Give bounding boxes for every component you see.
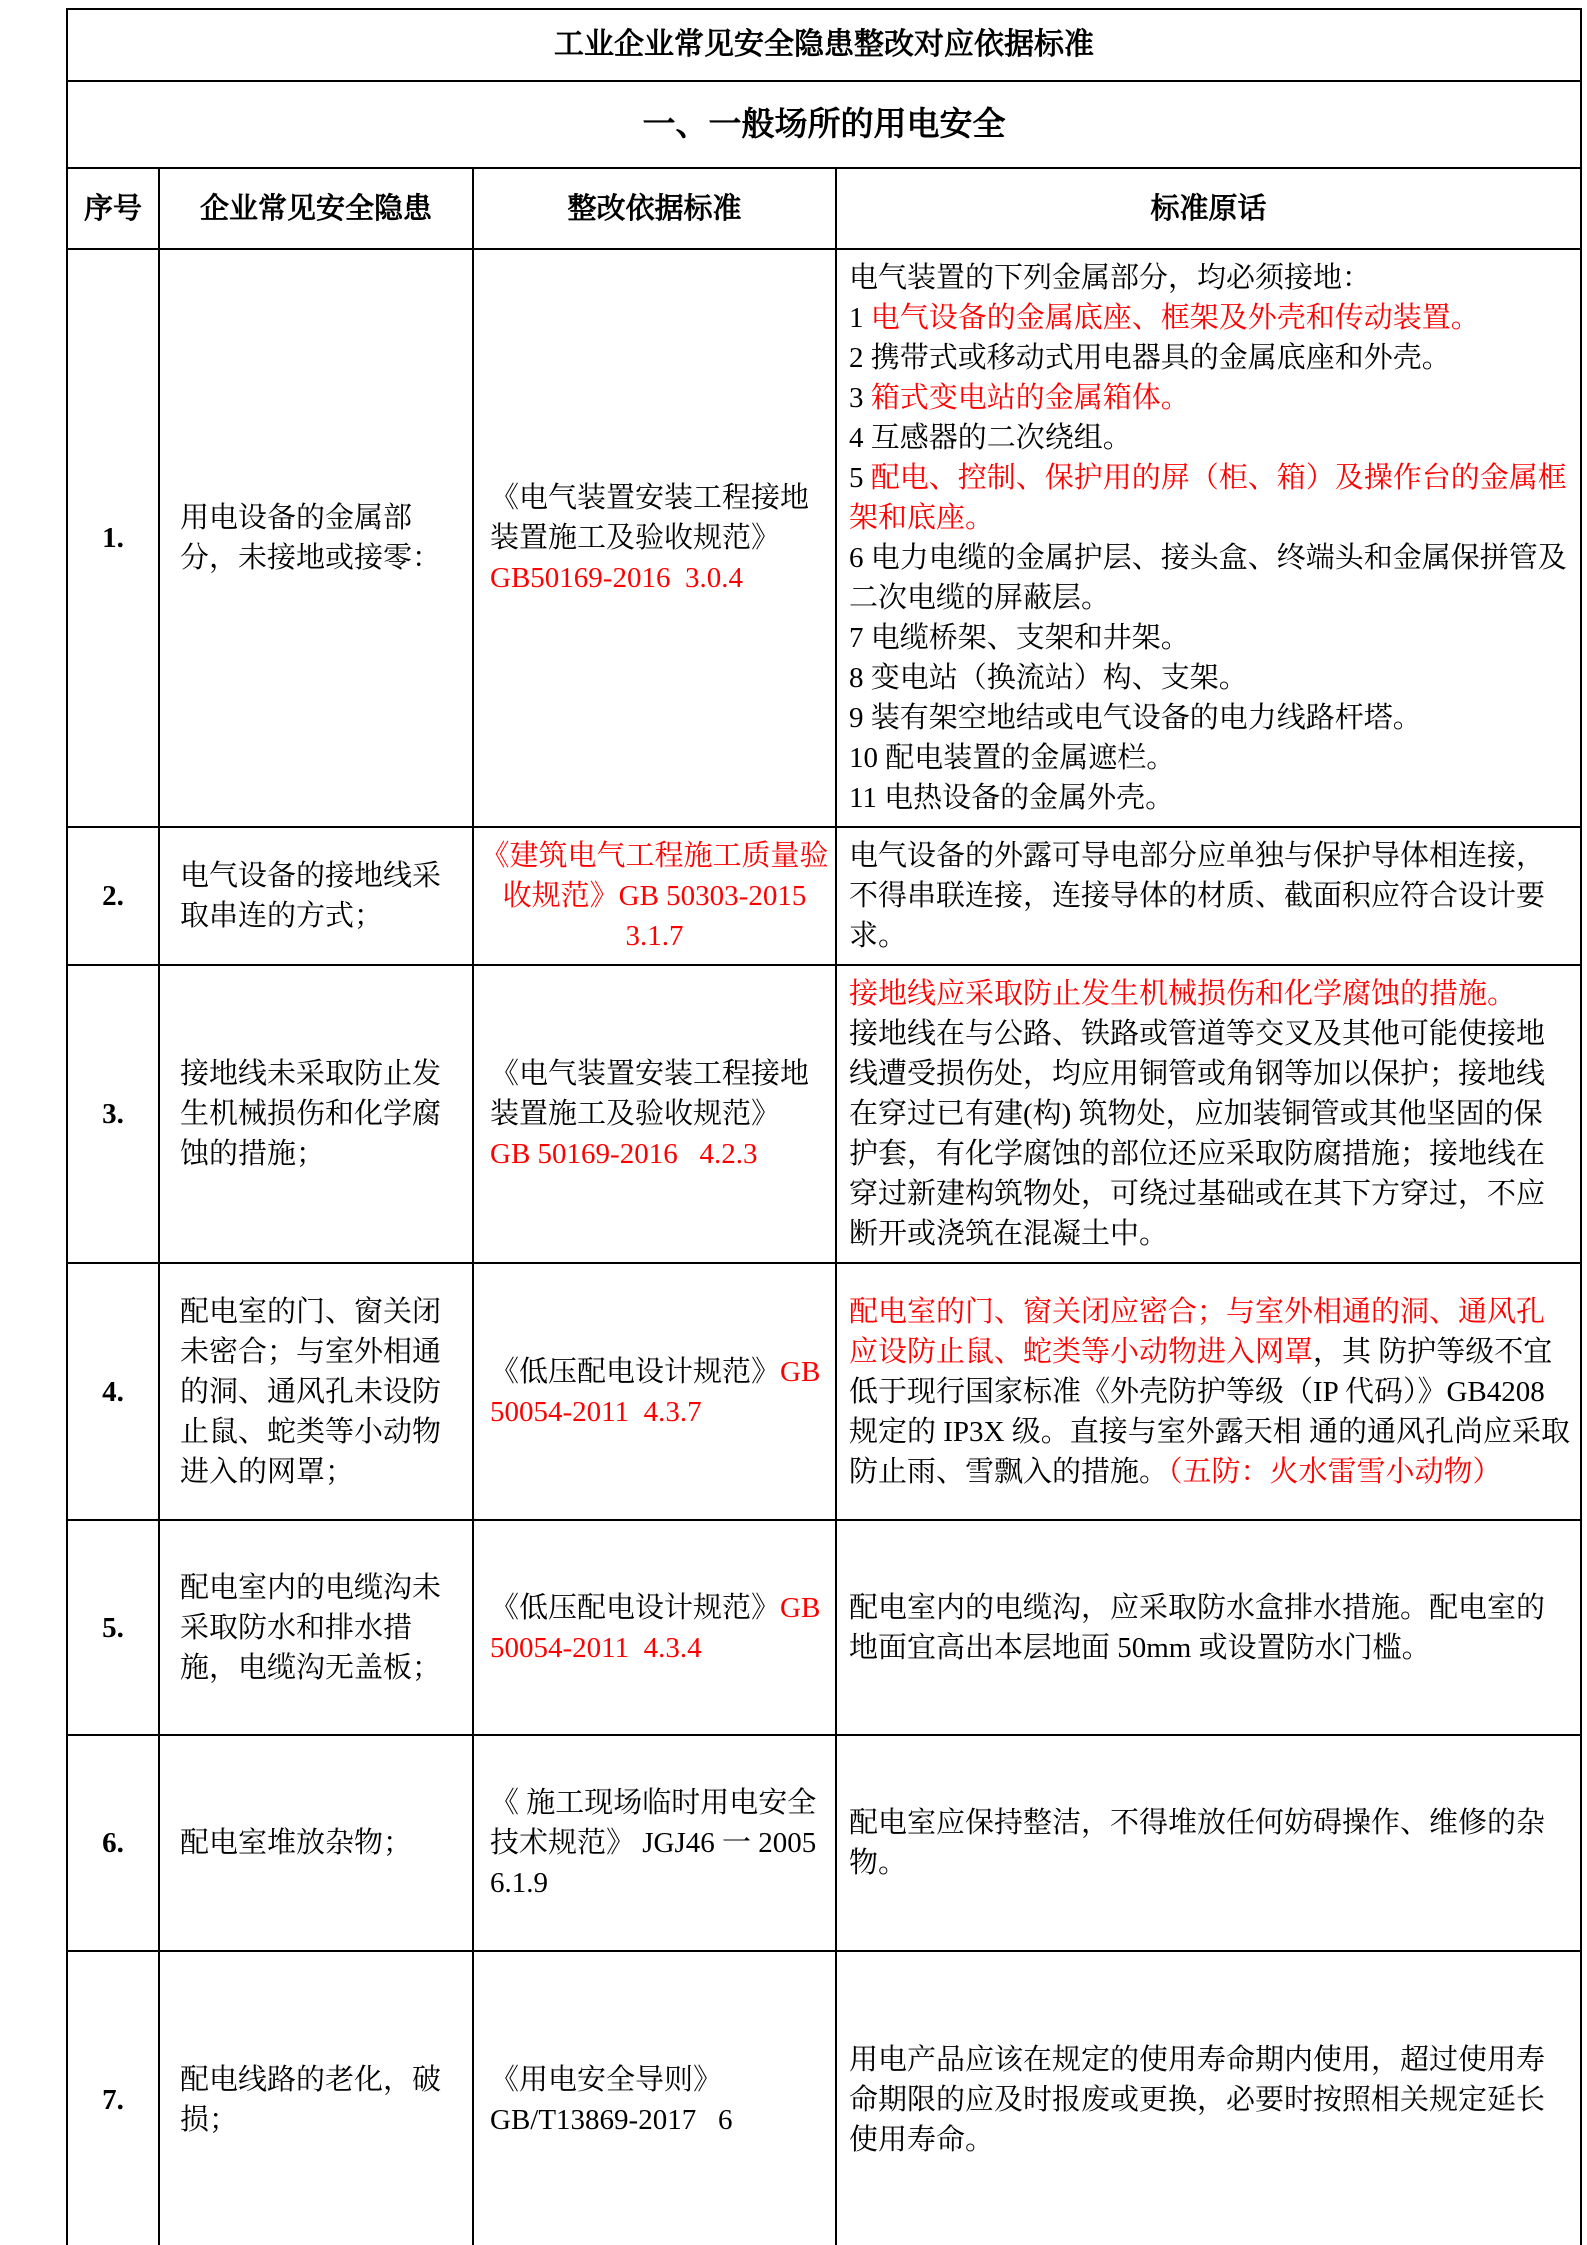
- paragraph: [490, 1588, 828, 1668]
- highlighted-text: GB50169-2016 3.0.4: [490, 562, 743, 594]
- paragraph: [849, 974, 1570, 1014]
- hazard-cell: [159, 1263, 473, 1520]
- paragraph: [180, 1823, 468, 1863]
- paragraph: [849, 1014, 1570, 1254]
- plain-text: 3: [849, 382, 871, 414]
- col-header-hazard: 企业常见安全隐患: [159, 168, 473, 249]
- column-header-row: [67, 168, 1581, 249]
- paragraph: [490, 1134, 825, 1174]
- hazard-cell: [159, 1735, 473, 1951]
- table-row: [67, 249, 1581, 827]
- paragraph: [849, 338, 1570, 378]
- seq-cell: 2.: [67, 827, 159, 965]
- plain-text: 配电室内的电缆沟，应采取防水盒排水措施。配电室的地面宜高出本层地面 50mm 或设置防水门槛。: [849, 1591, 1546, 1664]
- standard-cell: [836, 1520, 1581, 1735]
- paragraph: [849, 836, 1570, 956]
- paragraph: [849, 418, 1570, 458]
- highlighted-text: 配电室的门、窗关闭应密合；与室外相通的洞、通风孔应设防止鼠、蛇类等小动物进入网罩: [849, 1295, 1546, 1368]
- hazard-cell: [159, 827, 473, 965]
- paragraph: [849, 538, 1570, 618]
- table-row: [67, 1263, 1581, 1520]
- plain-text: 《低压配电设计规范》: [490, 1355, 781, 1388]
- col-header-basis: 整改依据标准: [473, 168, 836, 249]
- table-row: [67, 1735, 1581, 1951]
- paragraph: [180, 2060, 468, 2140]
- paragraph: [849, 458, 1570, 538]
- paragraph: [490, 1783, 825, 1903]
- paragraph: [849, 258, 1570, 298]
- plain-text: ，其 防护等级不宜低于现行国家标准《外壳防护等级（IP 代码）》GB4208 规定的 IP3X 级。直接与室外露天相 通的通风孔尚应采取防止雨、雪飘入的措施。: [849, 1335, 1570, 1488]
- hazard-cell: [159, 249, 473, 827]
- plain-text: 配电室的门、窗关闭未密合；与室外相通的洞、通风孔未设防止鼠、蛇类等小动物进入的网罩；: [180, 1295, 442, 1488]
- standards-table: [66, 8, 1582, 2245]
- basis-cell: [473, 249, 836, 827]
- basis-cell: [473, 827, 836, 965]
- hazard-cell: [159, 1520, 473, 1735]
- paragraph: [180, 1568, 468, 1688]
- standard-cell: [836, 965, 1581, 1263]
- plain-text: 配电线路的老化，破损；: [180, 2063, 442, 2136]
- plain-text: 9 装有架空地结或电气设备的电力线路杆塔。: [849, 702, 1422, 734]
- highlighted-text: GB 50054-2011 4.3.4: [490, 1591, 828, 1664]
- hazard-cell: [159, 1951, 473, 2245]
- basis-cell: [473, 965, 836, 1263]
- plain-text: 配电室内的电缆沟未采取防水和排水措施，电缆沟无盖板；: [180, 1571, 442, 1684]
- paragraph: [490, 2100, 825, 2140]
- standard-cell: [836, 1263, 1581, 1520]
- standard-cell: [836, 827, 1581, 965]
- plain-text: 10 配电装置的金属遮栏。: [849, 742, 1176, 774]
- highlighted-text: GB 50169-2016 4.2.3: [490, 1138, 758, 1170]
- col-header-seq: 序号: [67, 168, 159, 249]
- paragraph: [490, 1054, 825, 1134]
- paragraph: [849, 1803, 1570, 1883]
- plain-text: 8 变电站（换流站）构、支架。: [849, 662, 1248, 694]
- plain-text: 1: [849, 302, 871, 334]
- table-row: [67, 1951, 1581, 2245]
- standard-cell: [836, 1951, 1581, 2245]
- plain-text: 电气设备的外露可导电部分应单独与保护导体相连接，不得串联连接，连接导体的材质、截面积应符合设计要求。: [849, 840, 1546, 952]
- seq-cell: 5.: [67, 1520, 159, 1735]
- paragraph: [180, 1054, 468, 1174]
- plain-text: GB/T13869-2017 6: [490, 2103, 733, 2136]
- highlighted-text: 配电、控制、保护用的屏（柜、箱）及操作台的金属框架和底座。: [849, 462, 1567, 534]
- basis-cell: [473, 1735, 836, 1951]
- paragraph: [490, 478, 825, 558]
- basis-cell: [473, 1263, 836, 1520]
- highlighted-text: 《建筑电气工程施工质量验收规范》GB 50303-2015: [480, 840, 829, 912]
- paragraph: [480, 836, 829, 916]
- hazard-cell: [159, 965, 473, 1263]
- plain-text: 6 电力电缆的金属护层、接头盒、终端头和金属保拼管及二次电缆的屏蔽层。: [849, 542, 1567, 614]
- seq-cell: 7.: [67, 1951, 159, 2245]
- plain-text: 电气装置的下列金属部分，均必须接地：: [849, 262, 1372, 294]
- document-title: 工业企业常见安全隐患整改对应依据标准: [67, 9, 1581, 81]
- seq-cell: 3.: [67, 965, 159, 1263]
- paragraph: [849, 658, 1570, 698]
- standard-cell: [836, 1735, 1581, 1951]
- paragraph: [180, 498, 468, 578]
- paragraph: [849, 1588, 1570, 1668]
- plain-text: 11 电热设备的金属外壳。: [849, 782, 1175, 814]
- paragraph: [849, 738, 1570, 778]
- standard-cell: [836, 249, 1581, 827]
- basis-cell: [473, 1951, 836, 2245]
- paragraph: [180, 856, 468, 936]
- plain-text: 用电设备的金属部分，未接地或接零：: [180, 502, 442, 574]
- plain-text: 接地线未采取防止发生机械损伤和化学腐蚀的措施；: [180, 1058, 442, 1170]
- table-body: [67, 249, 1581, 2245]
- seq-cell: 1.: [67, 249, 159, 827]
- plain-text: 《电气装置安装工程接地装置施工及验收规范》: [490, 482, 810, 554]
- plain-text: 《电气装置安装工程接地装置施工及验收规范》: [490, 1058, 810, 1130]
- paragraph: [849, 698, 1570, 738]
- plain-text: 《低压配电设计规范》: [490, 1591, 781, 1624]
- title-row: [67, 9, 1581, 81]
- plain-text: 配电室应保持整洁，不得堆放任何妨碍操作、维修的杂物。: [849, 1807, 1546, 1879]
- plain-text: 《 施工现场临时用电安全技术规范》 JGJ46 一 2005 6.1.9: [490, 1787, 824, 1899]
- paragraph: [849, 618, 1570, 658]
- plain-text: 7 电缆桥架、支架和井架。: [849, 622, 1190, 654]
- paragraph: [849, 378, 1570, 418]
- basis-cell: [473, 1520, 836, 1735]
- paragraph: [490, 2060, 825, 2100]
- paragraph: [849, 1292, 1570, 1492]
- plain-text: 4 互感器的二次绕组。: [849, 422, 1132, 454]
- highlighted-text: 3.1.7: [625, 920, 684, 952]
- section-title: 一、一般场所的用电安全: [67, 81, 1581, 168]
- plain-text: 电气设备的接地线采取串连的方式；: [180, 860, 442, 932]
- paragraph: [849, 298, 1570, 338]
- paragraph: [490, 558, 825, 598]
- paragraph: [480, 916, 829, 956]
- plain-text: 5: [849, 462, 871, 494]
- highlighted-text: 箱式变电站的金属箱体。: [870, 382, 1190, 414]
- paragraph: [180, 1292, 468, 1492]
- table-row: [67, 1520, 1581, 1735]
- highlighted-text: 接地线应采取防止发生机械损伤和化学腐蚀的措施。: [849, 978, 1517, 1010]
- paragraph: [849, 2040, 1570, 2160]
- highlighted-text: GB 50054-2011 4.3.7: [490, 1355, 828, 1428]
- table-row: [67, 965, 1581, 1263]
- plain-text: 配电室堆放杂物；: [180, 1827, 413, 1859]
- highlighted-text: 电气设备的金属底座、框架及外壳和传动装置。: [870, 302, 1480, 334]
- seq-cell: 6.: [67, 1735, 159, 1951]
- seq-cell: 4.: [67, 1263, 159, 1520]
- plain-text: 2 携带式或移动式用电器具的金属底座和外壳。: [849, 342, 1451, 374]
- table-row: [67, 827, 1581, 965]
- plain-text: 接地线在与公路、铁路或管道等交叉及其他可能使接地线遭受损伤处，均应用铜管或角钢等加以保护；接地线在穿过已有建(构) 筑物处，应加装铜管或其他坚固的保护套，有化学腐蚀的部位还应采取防腐措施；接地线在穿过新建构筑物处，可绕过基础或在其下方穿过，不应断开或浇筑在混凝土中。: [849, 1018, 1546, 1250]
- section-row: [67, 81, 1581, 168]
- plain-text: 用电产品应该在规定的使用寿命期内使用，超过使用寿命期限的应及时报废或更换，必要时按照相关规定延长使用寿命。: [849, 2043, 1546, 2156]
- highlighted-text: （五防：火水雷雪小动物）: [1168, 1455, 1502, 1488]
- plain-text: 《用电安全导则》: [490, 2063, 723, 2096]
- paragraph: [490, 1352, 828, 1432]
- col-header-standard: 标准原话: [836, 168, 1581, 249]
- paragraph: [849, 778, 1570, 818]
